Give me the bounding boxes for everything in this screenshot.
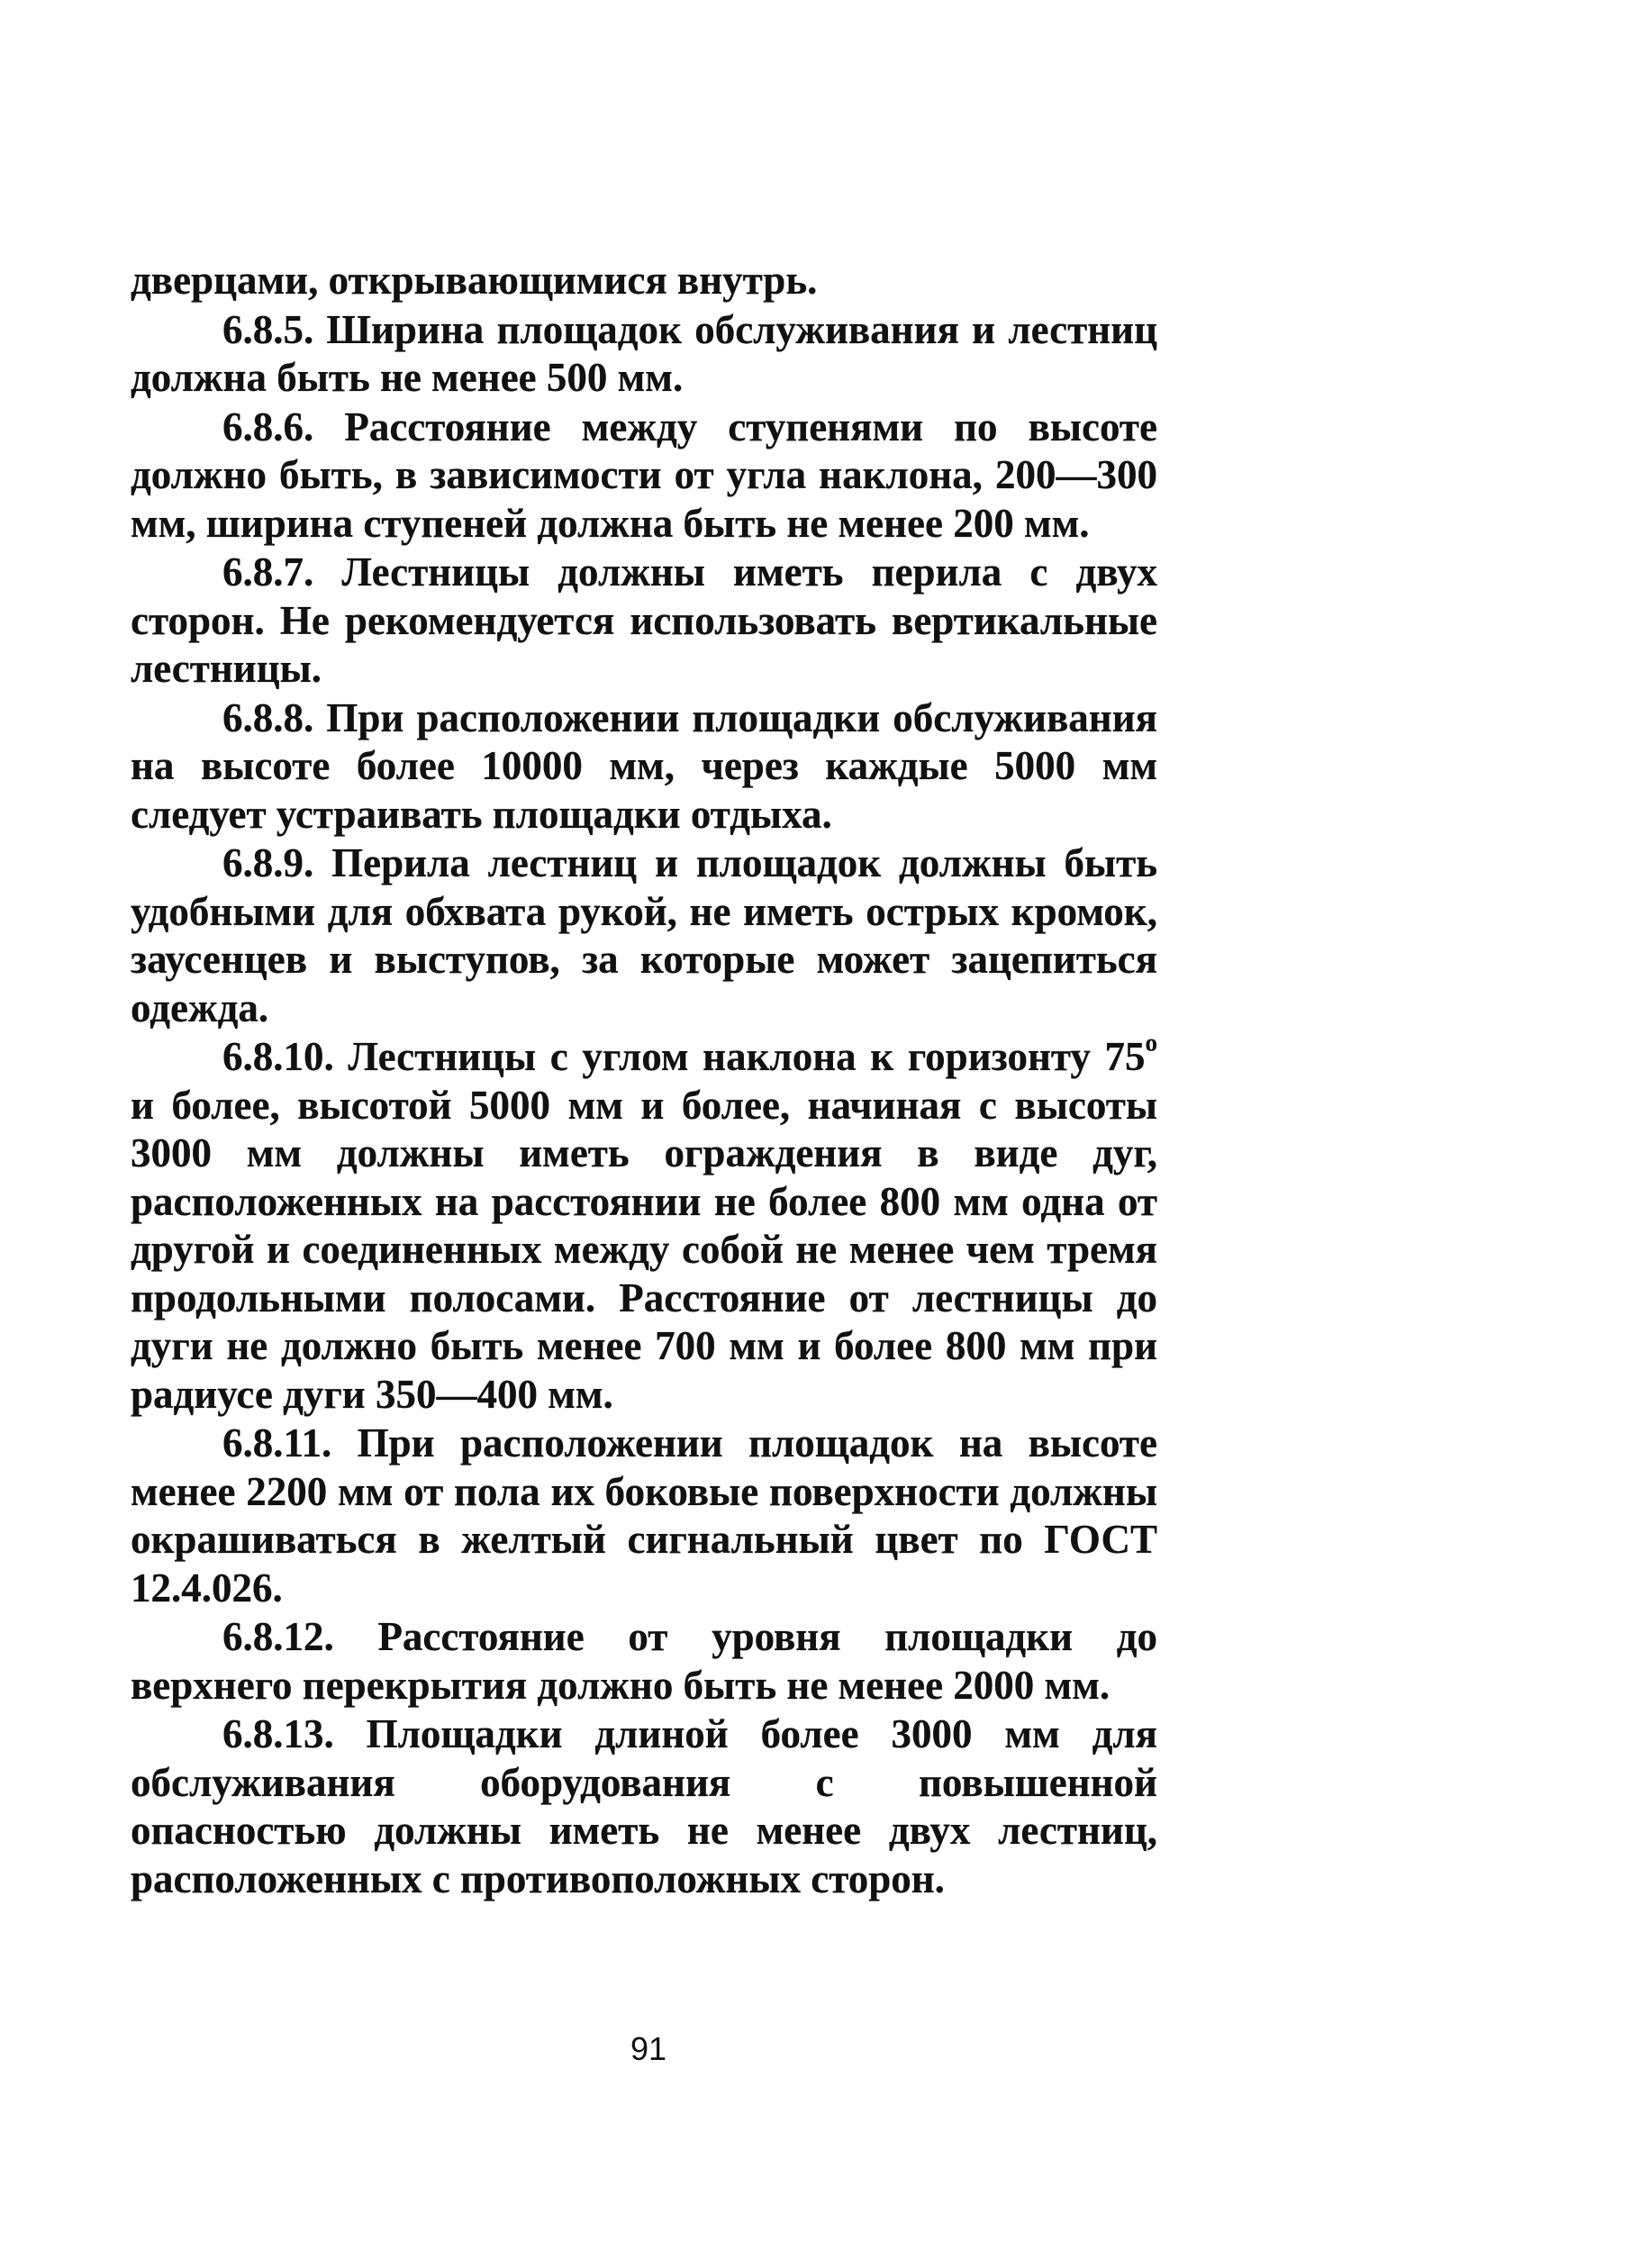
degree-superscript: о [1145,1029,1158,1057]
paragraph-6-8-11 [131,1420,1157,1612]
clause-number: 6.8.6. [222,404,314,449]
paragraph-6-8-12 [131,1613,1157,1710]
continuation-text: дверцами, открывающимися внутрь. [131,258,818,303]
clause-text: Перила лестниц и площадок должны быть удобными для обхвата рукой, не иметь острых кромок, заусенцев и выступов, за которые может зацепиться одежда. [131,840,1158,1030]
clause-number: 6.8.9. [222,840,314,885]
clause-number: 6.8.11. [222,1420,332,1465]
paragraph-6-8-9 [131,839,1157,1032]
paragraph-6-8-13 [131,1710,1157,1903]
clause-text: При расположении площадок на высоте менее 2200 мм от пола их боковые поверхности должны окрашиваться в желтый сигнальный цвет по ГОСТ 12.4.026. [131,1420,1158,1610]
body-text [131,257,1157,1903]
clause-number: 6.8.8. [222,694,314,740]
page-number: 91 [630,2030,667,2067]
clause-number: 6.8.7. [222,549,314,594]
clause-text: Ширина площадок обслуживания и лестниц должна быть не менее 500 мм. [131,306,1158,400]
clause-text: Площадки длиной более 3000 мм для обслуживания оборудования с повышенной опасностью должны иметь не менее двух лестниц, расположенных с противоположных сторон. [131,1711,1157,1901]
clause-number: 6.8.13. [222,1711,334,1756]
clause-text: Расстояние от уровня площадки до верхнего перекрытия должно быть не менее 2000 мм. [131,1614,1157,1708]
clause-number: 6.8.12. [222,1614,334,1659]
paragraph-6-8-7 [131,549,1157,694]
clause-text: Расстояние между ступенями по высоте должно быть, в зависимости от угла наклона, 200—300 мм, ширина ступеней должна быть не менее 200 мм. [131,404,1158,546]
paragraph-6-8-8 [131,694,1157,839]
paragraph-6-8-5 [131,306,1157,403]
clause-text: и более, высотой 5000 мм и более, начиная с высоты 3000 мм должны иметь ограждения в виде дуг, расположенных на расстоянии не более 800 мм одна от другой и соединенных между собой не менее чем тремя продольными полосами. Расстояние от лестницы до дуги не должно быть менее 700 мм и более 800 мм при радиусе дуги 350—400 мм. [131,1082,1157,1417]
continuation-paragraph [131,257,1157,305]
clause-text: Лестницы должны иметь перила с двух сторон. Не рекомендуется использовать вертикальные лестницы. [131,549,1157,691]
clause-number: 6.8.10. [222,1034,334,1079]
paragraph-6-8-6 [131,404,1157,549]
clause-number: 6.8.5. [222,306,314,352]
clause-text: При расположении площадки обслуживания на высоте более 10000 мм, через каждые 5000 мм следует устраивать площадки отдыха. [131,694,1157,837]
paragraph-6-8-10 [131,1029,1158,1419]
clause-text-start: Лестницы с углом наклона к горизонту 75 [348,1034,1146,1079]
